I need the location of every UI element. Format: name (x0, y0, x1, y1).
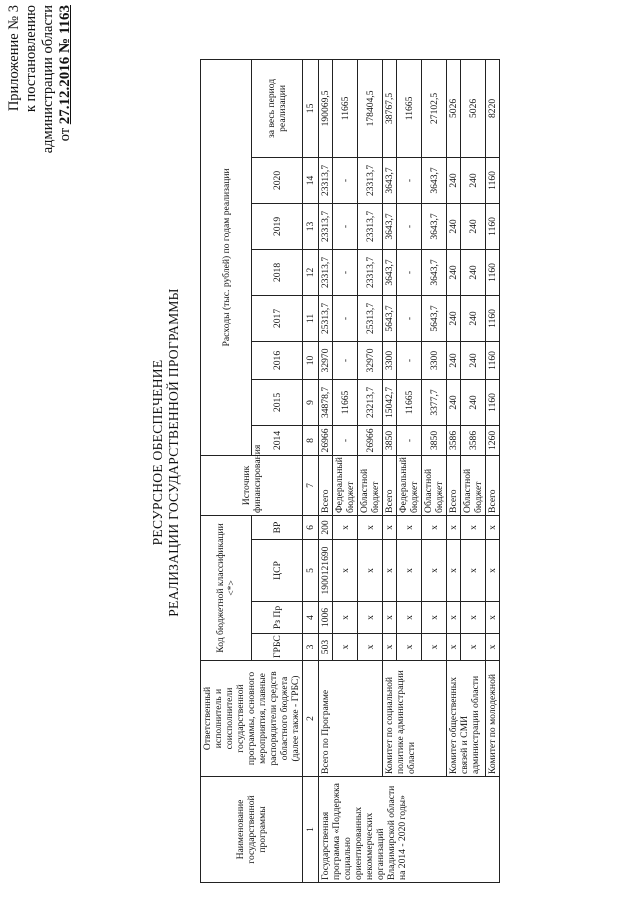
year-value-cell: 3586 (447, 425, 461, 455)
header-year-2015: 2015 (252, 379, 303, 425)
source-cell: Областной бюджет (461, 455, 486, 515)
year-value-cell: 3850 (383, 425, 397, 455)
column-numbers-row (303, 59, 319, 882)
responsible-cell: Комитет по социальной политике администрации области (383, 661, 447, 777)
title-line-2: РЕАЛИЗАЦИИ ГОСУДАРСТВЕННОЙ ПРОГРАММЫ (166, 288, 181, 617)
appendix-date-prefix: от (57, 127, 73, 142)
column-number-cell: 14 (303, 157, 319, 203)
header-year-2014: 2014 (252, 425, 303, 455)
source-cell: Всего (447, 455, 461, 515)
total-value-cell: 11665 (333, 59, 358, 157)
rzpr-cell: x (486, 602, 500, 634)
total-value-cell: 27102,5 (422, 59, 447, 157)
column-number-cell: 4 (303, 602, 319, 634)
year-value-cell: 240 (461, 295, 486, 341)
column-number-cell: 12 (303, 249, 319, 295)
appendix-authority: администрации области (40, 5, 56, 154)
year-value-cell: 3643,7 (422, 249, 447, 295)
year-value-cell: 3300 (422, 341, 447, 379)
total-value-cell: 8220 (486, 59, 500, 157)
grbs-cell: x (383, 634, 397, 661)
year-value-cell: - (333, 249, 358, 295)
source-cell: Всего (486, 455, 500, 515)
year-value-cell: 15042,7 (383, 379, 397, 425)
year-value-cell: 1160 (486, 295, 500, 341)
header-year-2017: 2017 (252, 295, 303, 341)
column-number-cell: 13 (303, 203, 319, 249)
year-value-cell: 23313,7 (319, 157, 333, 203)
column-number-cell: 6 (303, 515, 319, 539)
source-cell: Всего (383, 455, 397, 515)
csr-cell: x (333, 540, 358, 602)
header-row-1 (201, 59, 252, 882)
column-number-cell: 1 (303, 777, 319, 883)
header-expenses: Расходы (тыс. рублей) по годам реализации (201, 59, 252, 455)
csr-cell: x (397, 540, 422, 602)
column-number-cell: 11 (303, 295, 319, 341)
total-value-cell: 38767,5 (383, 59, 397, 157)
title-line-1: РЕСУРСНОЕ ОБЕСПЕЧЕНИЕ (150, 359, 165, 546)
year-value-cell: 11665 (397, 379, 422, 425)
year-value-cell: 3643,7 (383, 203, 397, 249)
year-value-cell: 240 (447, 157, 461, 203)
vr-cell: x (383, 515, 397, 539)
year-value-cell: 3643,7 (383, 249, 397, 295)
header-responsible: Ответственный исполнитель и соисполнители государственной программы, основного мероприятия, главные распорядители средств областного бюджета (далее также - ГРБС) (201, 661, 303, 777)
grbs-cell: x (397, 634, 422, 661)
source-cell: Федеральный бюджет (333, 455, 358, 515)
responsible-cell: Комитет общественных связей и СМИ администрации области (447, 661, 486, 777)
vr-cell: x (333, 515, 358, 539)
header-year-2019: 2019 (252, 203, 303, 249)
header-year-2018: 2018 (252, 249, 303, 295)
year-value-cell: 240 (461, 249, 486, 295)
year-value-cell: 240 (461, 203, 486, 249)
total-value-cell: 178404,5 (358, 59, 383, 157)
year-value-cell: 5643,7 (422, 295, 447, 341)
column-number-cell: 2 (303, 661, 319, 777)
source-cell: Областной бюджет (422, 455, 447, 515)
table-row (383, 59, 397, 882)
vr-cell: x (397, 515, 422, 539)
year-value-cell: 3377,7 (422, 379, 447, 425)
year-value-cell: 1160 (486, 203, 500, 249)
year-value-cell: 5643,7 (383, 295, 397, 341)
header-vr: ВР (252, 515, 303, 539)
rzpr-cell: x (447, 602, 461, 634)
year-value-cell: 240 (447, 203, 461, 249)
responsible-cell: Комитет по молодежной (486, 661, 500, 777)
csr-cell: x (447, 540, 461, 602)
total-value-cell: 190069,5 (319, 59, 333, 157)
header-year-2020: 2020 (252, 157, 303, 203)
year-value-cell: - (397, 157, 422, 203)
table-row (319, 59, 333, 882)
header-program-name: Наименование государственной программы (201, 777, 303, 883)
csr-cell: x (422, 540, 447, 602)
year-value-cell: 3643,7 (422, 203, 447, 249)
column-number-cell: 9 (303, 379, 319, 425)
year-value-cell: 1160 (486, 249, 500, 295)
column-number-cell: 8 (303, 425, 319, 455)
total-value-cell: 5026 (461, 59, 486, 157)
header-budget-code: Код бюджетной классификации <*> (201, 515, 252, 660)
appendix-number: Приложение № 3 (6, 5, 22, 112)
document-title (150, 0, 182, 905)
total-value-cell: 5026 (447, 59, 461, 157)
year-value-cell: 23313,7 (319, 249, 333, 295)
year-value-cell: 32970 (319, 341, 333, 379)
vr-cell: x (422, 515, 447, 539)
year-value-cell: 240 (447, 295, 461, 341)
table-row (447, 59, 461, 882)
header-csr: ЦСР (252, 540, 303, 602)
year-value-cell: 1160 (486, 379, 500, 425)
year-value-cell: - (333, 295, 358, 341)
year-value-cell: 23313,7 (358, 249, 383, 295)
grbs-cell: x (447, 634, 461, 661)
rzpr-cell: x (333, 602, 358, 634)
source-cell: Областной бюджет (358, 455, 383, 515)
year-value-cell: - (333, 157, 358, 203)
grbs-cell: x (358, 634, 383, 661)
grbs-cell: 503 (319, 634, 333, 661)
csr-cell: x (461, 540, 486, 602)
year-value-cell: 3850 (422, 425, 447, 455)
year-value-cell: 32970 (358, 341, 383, 379)
grbs-cell: x (422, 634, 447, 661)
rzpr-cell: 1006 (319, 602, 333, 634)
appendix-date: 27.12.2016 № 1163 (57, 5, 73, 125)
appendix-date-line (57, 5, 74, 245)
header-grbs: ГРБС (252, 634, 303, 661)
rzpr-cell: x (422, 602, 447, 634)
responsible-cell: Всего по Программе (319, 661, 383, 777)
vr-cell: x (447, 515, 461, 539)
grbs-cell: x (461, 634, 486, 661)
vr-cell: 200 (319, 515, 333, 539)
year-value-cell: - (397, 203, 422, 249)
year-value-cell: 26966 (319, 425, 333, 455)
grbs-cell: x (333, 634, 358, 661)
program-name-cell: Государственная программа «Поддержка социально ориентированных некоммерческих организаций Владимирской области на 2014 - 2020 годы» (319, 777, 500, 883)
rzpr-cell: x (358, 602, 383, 634)
source-cell: Всего (319, 455, 333, 515)
year-value-cell: 25313,7 (319, 295, 333, 341)
year-value-cell: 1260 (486, 425, 500, 455)
rzpr-cell: x (397, 602, 422, 634)
vr-cell: x (358, 515, 383, 539)
column-number-cell: 3 (303, 634, 319, 661)
year-value-cell: - (333, 425, 358, 455)
year-value-cell: 11665 (333, 379, 358, 425)
csr-cell: x (383, 540, 397, 602)
appendix-block (6, 5, 74, 245)
year-value-cell: - (397, 249, 422, 295)
year-value-cell: 240 (447, 379, 461, 425)
year-value-cell: 23313,7 (319, 203, 333, 249)
year-value-cell: 23213,7 (358, 379, 383, 425)
year-value-cell: 1160 (486, 341, 500, 379)
year-value-cell: 240 (461, 379, 486, 425)
year-value-cell: 3300 (383, 341, 397, 379)
year-value-cell: 240 (447, 249, 461, 295)
year-value-cell: - (333, 203, 358, 249)
year-value-cell: - (397, 425, 422, 455)
table-row (486, 59, 500, 882)
year-value-cell: 1160 (486, 157, 500, 203)
rzpr-cell: x (383, 602, 397, 634)
year-value-cell: 3586 (461, 425, 486, 455)
csr-cell: 1900121690 (319, 540, 333, 602)
year-value-cell: 3643,7 (422, 157, 447, 203)
year-value-cell: 3643,7 (383, 157, 397, 203)
resources-table (200, 59, 500, 883)
column-number-cell: 5 (303, 540, 319, 602)
appendix-decree: к постановлению (23, 5, 39, 113)
year-value-cell: - (397, 295, 422, 341)
year-value-cell: 25313,7 (358, 295, 383, 341)
header-total: за весь период реализации (252, 59, 303, 157)
vr-cell: x (461, 515, 486, 539)
csr-cell: x (358, 540, 383, 602)
column-number-cell: 7 (303, 455, 319, 515)
csr-cell: x (486, 540, 500, 602)
year-value-cell: 26966 (358, 425, 383, 455)
header-source: Источник финансирования (201, 455, 303, 515)
vr-cell: x (486, 515, 500, 539)
year-value-cell: 23313,7 (358, 203, 383, 249)
year-value-cell: 23313,7 (358, 157, 383, 203)
grbs-cell: x (486, 634, 500, 661)
header-year-2016: 2016 (252, 341, 303, 379)
year-value-cell: - (333, 341, 358, 379)
year-value-cell: - (397, 341, 422, 379)
year-value-cell: 240 (447, 341, 461, 379)
column-number-cell: 15 (303, 59, 319, 157)
year-value-cell: 34878,7 (319, 379, 333, 425)
header-rzpr: Рз Пр (252, 602, 303, 634)
total-value-cell: 11665 (397, 59, 422, 157)
year-value-cell: 240 (461, 157, 486, 203)
table-body (201, 59, 500, 882)
year-value-cell: 240 (461, 341, 486, 379)
source-cell: Федеральный бюджет (397, 455, 422, 515)
column-number-cell: 10 (303, 341, 319, 379)
rzpr-cell: x (461, 602, 486, 634)
